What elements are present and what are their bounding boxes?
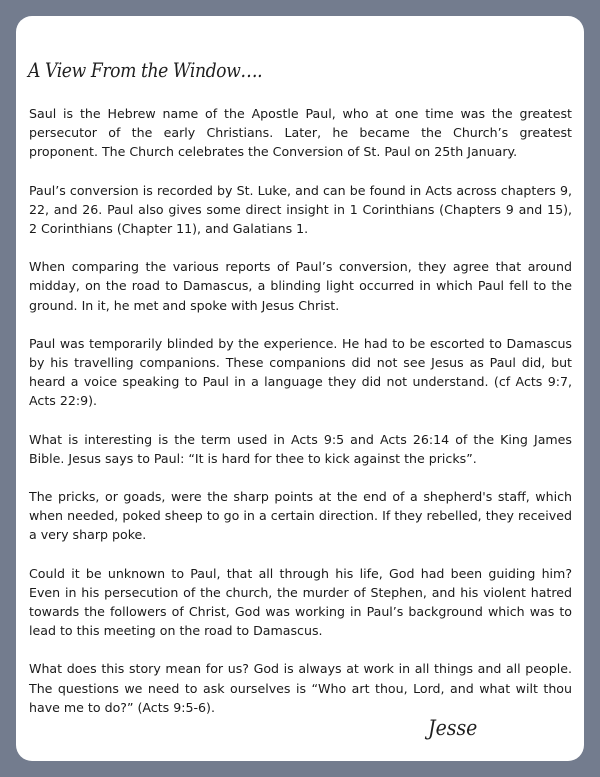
- author-signature: Jesse: [428, 716, 478, 740]
- paragraph: What does this story mean for us? God is always at work in all things and all people. The questions we need to ask ourselves is “Who art thou, Lord, and what wilt thou have me to do?” (Acts 9:5-6).: [29, 661, 572, 715]
- paragraph: Saul is the Hebrew name of the Apostle Paul, who at one time was the greatest persecutor of the early Christians. Later, he became the Church’s greatest proponent. The Church celebrates the Conversion of St. Paul on 25th January.: [29, 106, 572, 160]
- document-body: [29, 104, 572, 736]
- paragraph: Paul was temporarily blinded by the experience. He had to be escorted to Damascus by his travelling companions. These companions did not see Jesus as Paul did, but heard a voice speaking to Paul in a language they did not understand. (cf Acts 9:7, Acts 22:9).: [29, 335, 572, 409]
- paragraph: What is interesting is the term used in Acts 9:5 and Acts 26:14 of the King James Bible. Jesus says to Paul: “It is hard for thee to kick against the pricks”.: [29, 431, 572, 466]
- paragraph: The pricks, or goads, were the sharp points at the end of a shepherd's staff, which when needed, poked sheep to go in a certain direction. If they rebelled, they received a very sharp poke.: [29, 489, 572, 543]
- paragraph: Could it be unknown to Paul, that all through his life, God had been guiding him? Even in his persecution of the church, the murder of Stephen, and his violent hatred towards the followers of Christ, God was working in Paul’s background which was to lead to this meeting on the road to Damascus.: [29, 565, 572, 639]
- document-title: A View From the Window….: [28, 58, 263, 82]
- paragraph: When comparing the various reports of Paul’s conversion, they agree that around midday, on the road to Damascus, a blinding light occurred in which Paul fell to the ground. In it, he met and spoke with Jesus Christ.: [29, 259, 572, 313]
- paragraph: Paul’s conversion is recorded by St. Luke, and can be found in Acts across chapters 9, 22, and 26. Paul also gives some direct insight in 1 Corinthians (Chapters 9 and 15), 2 Corinthians (Chapter 11), and Galatians 1.: [29, 182, 572, 237]
- document-page: [16, 16, 584, 761]
